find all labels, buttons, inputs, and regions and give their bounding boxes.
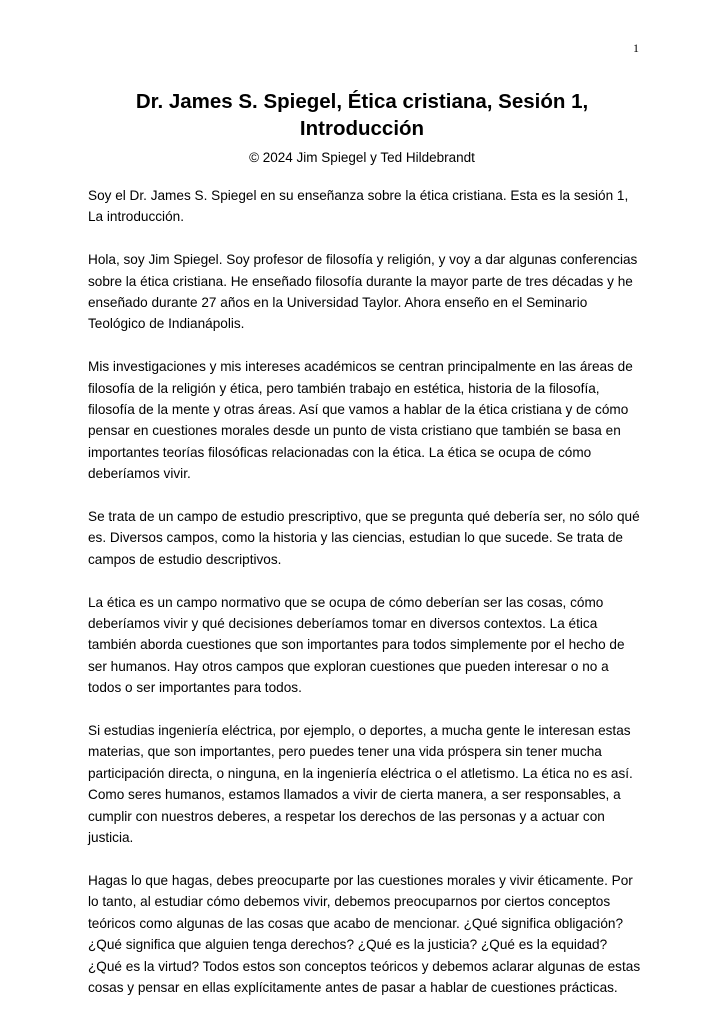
paragraph: Se trata de un campo de estudio prescriptivo, que se pregunta qué debería ser, no sólo qué es. Diversos campos, como la historia y las ciencias, estudian lo que sucede. Se trata de campos de estudio descriptivos.	[88, 509, 640, 567]
paragraph: Mis investigaciones y mis intereses académicos se centran principalmente en las áreas de filosofía de la religión y ética, pero también trabajo en estética, historia de la filosofía, filosofía de la mente y otras áreas. Así que vamos a hablar de la ética cristiana y de cómo pensar en cuestiones morales desde un punto de vista cristiano que también se basa en importantes teorías filosóficas relacionadas con la ética. La ética se ocupa de cómo deberíamos vivir.	[88, 359, 633, 482]
document-body	[88, 185, 644, 1020]
document-title	[88, 88, 636, 142]
page-number: 1	[633, 41, 639, 55]
title-line-2: Introducción	[299, 117, 425, 140]
paragraph: Hola, soy Jim Spiegel. Soy profesor de filosofía y religión, y voy a dar algunas conferencias sobre la ética cristiana. He enseñado filosofía durante la mayor parte de tres décadas y he enseñado durante 27 años en la Universidad Taylor. Ahora enseño en el Seminario Teológico de Indianápolis.	[88, 252, 638, 332]
paragraph: Si estudias ingeniería eléctrica, por ejemplo, o deportes, a mucha gente le interesan estas materias, que son importantes, pero puedes tener una vida próspera sin tener mucha participación directa, o ninguna, en la ingeniería eléctrica o el atletismo. La ética no es así. Como seres humanos, estamos llamados a vivir de cierta manera, a ser responsables, a cumplir con nuestros deberes, a respetar los derechos de las personas y a actuar con justicia.	[88, 723, 633, 846]
copyright-line: © 2024 Jim Spiegel y Ted Hildebrandt	[249, 150, 475, 165]
paragraph: Soy el Dr. James S. Spiegel en su enseñanza sobre la ética cristiana. Esta es la sesión 1, La introducción.	[88, 188, 629, 225]
title-line-1: Dr. James S. Spiegel, Ética cristiana, Sesión 1,	[135, 90, 589, 113]
paragraph: La ética es un campo normativo que se ocupa de cómo deberían ser las cosas, cómo deberíamos vivir y qué decisiones deberíamos tomar en diversos contextos. La ética también aborda cuestiones que son importantes para todos simplemente por el hecho de ser humanos. Hay otros campos que exploran cuestiones que pueden interesar o no a todos o ser importantes para todos.	[88, 594, 625, 696]
paragraph: Hagas lo que hagas, debes preocuparte por las cuestiones morales y vivir éticamente. Por lo tanto, al estudiar cómo debemos vivir, debemos preocuparnos por ciertos conceptos teóricos como algunas de las cosas que acabo de mencionar. ¿Qué significa obligación? ¿Qué significa que alguien tenga derechos? ¿Qué es la justicia? ¿Qué es la equidad? ¿Qué es la virtud? Todos estos son conceptos teóricos y debemos aclarar algunas de estas cosas y pensar en ellas explícitamente antes de pasar a hablar de cuestiones prácticas.	[88, 872, 641, 995]
